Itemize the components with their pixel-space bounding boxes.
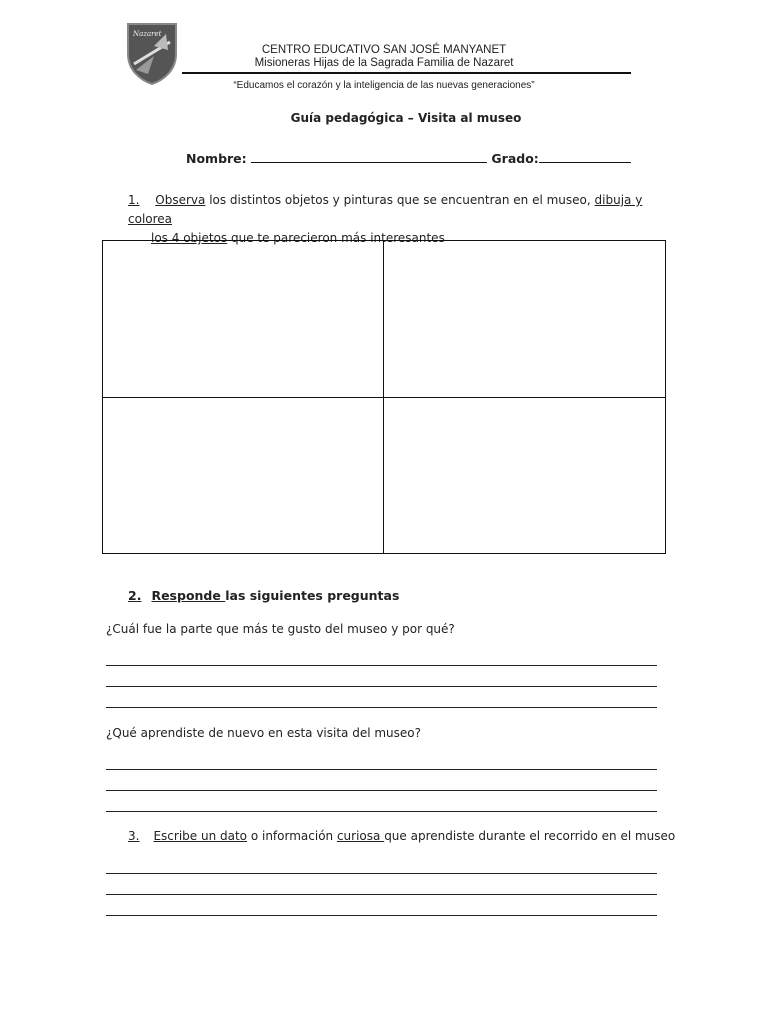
item-number-1: 1. bbox=[128, 193, 140, 207]
drawing-box-4[interactable] bbox=[384, 398, 665, 553]
item3-part-1: Escribe un dato bbox=[153, 829, 248, 843]
header-rule bbox=[182, 72, 631, 74]
school-logo bbox=[124, 20, 180, 86]
school-header bbox=[182, 44, 586, 70]
answer-line-q3-3[interactable] bbox=[106, 915, 657, 916]
question-2: ¿Qué aprendiste de nuevo en esta visita del museo? bbox=[106, 726, 422, 740]
drawing-box-2[interactable] bbox=[384, 241, 665, 397]
item3-part-3: curiosa bbox=[336, 829, 385, 843]
name-grade-line bbox=[186, 150, 631, 166]
item-number-2: 2. bbox=[128, 588, 142, 603]
instruction-3 bbox=[128, 829, 675, 843]
grade-field-line[interactable] bbox=[539, 150, 631, 163]
answer-line-q2-2[interactable] bbox=[106, 790, 657, 791]
answer-line-q1-3[interactable] bbox=[106, 707, 657, 708]
answer-line-q3-1[interactable] bbox=[106, 873, 657, 874]
item1-emph-2: los 4 objetos bbox=[151, 231, 228, 245]
item3-part-2: o información bbox=[247, 829, 337, 843]
answer-line-q2-3[interactable] bbox=[106, 811, 657, 812]
answer-line-q1-2[interactable] bbox=[106, 686, 657, 687]
item1-text-a: los distintos objetos y pinturas que se encuentran en el museo, bbox=[205, 193, 595, 207]
grade-label: Grado: bbox=[491, 151, 539, 166]
page-title: Guía pedagógica – Visita al museo bbox=[290, 111, 522, 125]
item1-verb: Observa bbox=[155, 193, 206, 207]
item3-part-4: que aprendiste durante el recorrido en el museo bbox=[384, 829, 676, 843]
name-field-line[interactable] bbox=[251, 150, 487, 163]
school-crest-icon bbox=[124, 20, 180, 86]
school-name: CENTRO EDUCATIVO SAN JOSÉ MANYANET bbox=[261, 44, 507, 56]
item2-text: las siguientes preguntas bbox=[225, 588, 400, 603]
item1-emph-1: dibuja y colorea bbox=[128, 193, 643, 226]
name-label: Nombre: bbox=[186, 151, 247, 166]
svg-text:Nazaret: Nazaret bbox=[133, 30, 162, 38]
drawing-box-3[interactable] bbox=[103, 398, 383, 553]
item1-text-b: que te parecieron más interesantes bbox=[227, 231, 445, 245]
school-motto: “Educamos el corazón y la inteligencia de las nuevas generaciones” bbox=[233, 80, 535, 91]
answer-line-q1-1[interactable] bbox=[106, 665, 657, 666]
answer-line-q2-1[interactable] bbox=[106, 769, 657, 770]
drawing-box-1[interactable] bbox=[103, 241, 383, 397]
answer-line-q3-2[interactable] bbox=[106, 894, 657, 895]
item-number-3: 3. bbox=[128, 829, 140, 843]
instruction-2 bbox=[128, 588, 399, 603]
item2-verb: Responde bbox=[151, 588, 226, 603]
school-subtitle: Misioneras Hijas de la Sagrada Familia de Nazaret bbox=[254, 57, 514, 69]
question-1: ¿Cuál fue la parte que más te gusto del museo y por qué? bbox=[106, 622, 455, 636]
